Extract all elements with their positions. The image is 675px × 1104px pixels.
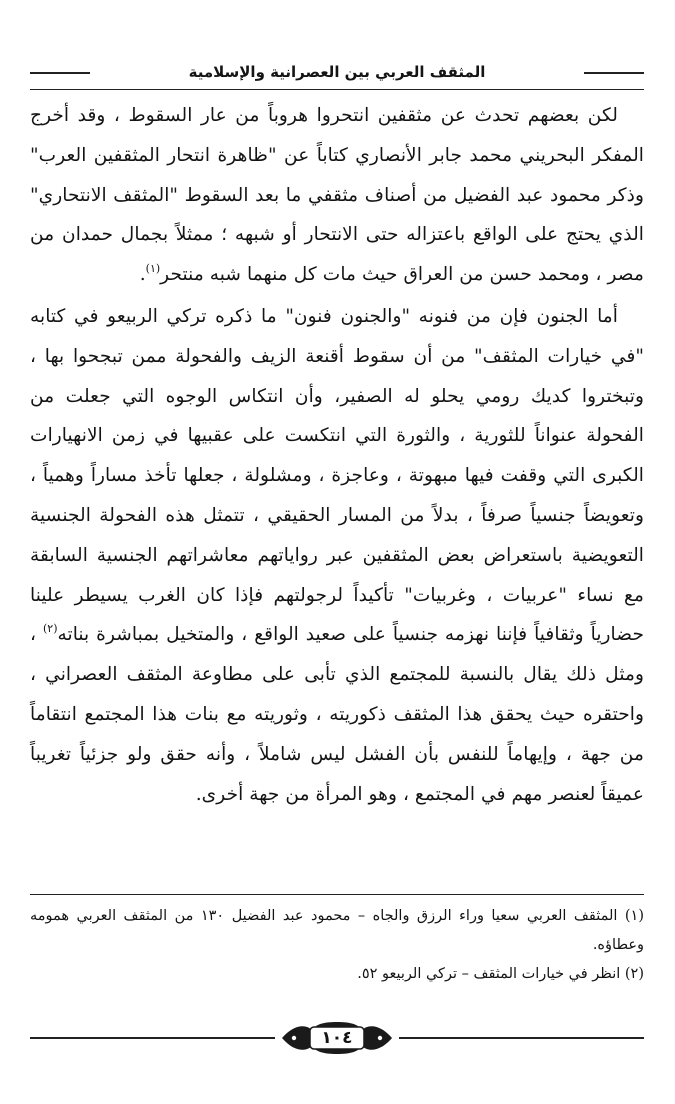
footnote-separator	[30, 894, 644, 895]
body-text	[30, 96, 644, 814]
page-number: ١٠٤	[321, 1028, 353, 1048]
footnote-ref-1: (١)	[145, 262, 161, 276]
paragraph-1-text: لكن بعضهم تحدث عن مثقفين انتحروا هروباً من عار السقوط ، وقد أخرج المفكر البحريني محمد جابر الأنصاري كتاباً عن "ظاهرة انتحار المثقفين العرب" وذكر محمود عبد الفضيل من أصناف مثقفي ما بعد السقوط "المثقف الانتحاري" الذي يحتج على الواقع باعتزاله حتى الانتحار أو شبهه ؛ ممثلاً بجمال حمدان من مصر ، ومحمد حسن من العراق حيث مات كل منهما شبه منتحر	[30, 105, 644, 286]
footnote-1: (١) المثقف العربي سعيا وراء الرزق والجاه – محمود عبد الفضيل ١٣٠ من المثقف العربي همومه وعطاؤه.	[30, 908, 644, 953]
footnote-ref-2: (٢)	[42, 622, 58, 636]
header-rule-right	[584, 72, 644, 74]
header-rule-left	[30, 72, 90, 74]
page-footer	[30, 1018, 644, 1058]
footnotes	[30, 902, 644, 989]
paragraph-2	[30, 297, 644, 814]
paragraph-2-text: أما الجنون فإن من فنونه "والجنون فنون" ما ذكره تركي الربيعو في كتابه "في خيارات المثقف" من أن سقوط أقنعة الزيف والفحولة ممن تبجحوا بها ، وتبختروا كديك رومي يحلو له الصفير، وأن انتكاس الوجوه التي جعلت من الفحولة عنواناً للثورية ، والثورة التي انتكست على عقبيها في زمن الانهيارات الكبرى التي وقفت فيها مبهوتة ، وعاجزة ، ومشلولة ، جعلها تأخذ مساراً وهمياً ، وتعويضاً جنسياً صرفاً ، بدلاً من المسار الحقيقي ، تتمثل هذه الفحولة الجنسية التعويضية باستعراض بعض المثقفين عبر رواياتهم معاشراتهم الجنسية السابقة مع نساء "عربيات ، وغربيات" تأكيداً لرجولتهم فإذا كان الغرب يسيطر علينا حضارياً وثقافياً فإننا نهزمه جنسياً على صعيد الواقع ، والمتخيل بمباشرة بناته	[30, 305, 644, 646]
header-title: المثقف العربي بين العصرانية والإسلامية	[188, 63, 486, 81]
paragraph-2-rest: ، ومثل ذلك يقال بالنسبة للمجتمع الذي تأبى على مطاوعة المثقف العصراني ، واحتقره حيث يحقق هذا المثقف ذكوريته ، وثوريته مع بنات هذا المجتمع انتقاماً من جهة ، وإيهاماً للنفس بأن الفشل ليس شاملاً ، وأنه حقق ولو جزئياً تغريباً عميقاً لعنصر مهم في المجتمع ، وهو المرأة من جهة أخرى.	[30, 624, 644, 805]
paragraph-1-end: .	[139, 264, 146, 286]
paragraph-1	[30, 96, 644, 295]
header-divider	[30, 89, 644, 90]
footer-rule-left	[30, 1037, 275, 1039]
footnote-2: (٢) انظر في خيارات المثقف – تركي الربيعو ٥٢.	[357, 966, 644, 982]
footer-rule-right	[399, 1037, 644, 1039]
running-header	[30, 58, 644, 92]
